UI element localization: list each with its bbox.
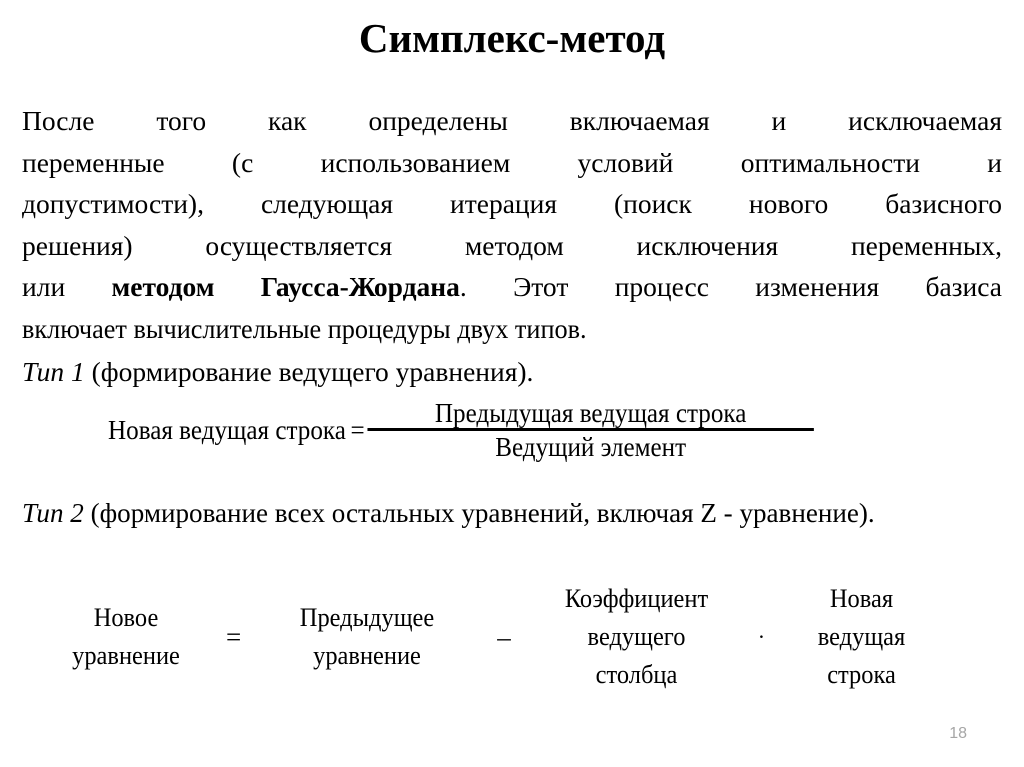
page-title: Симплекс-метод (358, 15, 666, 61)
paragraph-line-4: решения) осуществляется методом исключения переменных, (22, 229, 1002, 261)
type-2-label: Тип 2 (22, 497, 84, 528)
formula-term-previous-equation (262, 599, 473, 675)
type-1-label: Тип 1 (22, 356, 85, 387)
type-2-formula (40, 580, 944, 694)
formula-term-new-pivot-row (784, 580, 939, 694)
type-1-formula (108, 399, 814, 462)
body-paragraph-block (22, 100, 1002, 349)
formula-numerator: Предыдущая ведущая строка (434, 398, 747, 428)
formula-term-pivot-column-coefficient (535, 580, 737, 694)
term-line: Коэффициент (564, 584, 708, 613)
formula-fraction (367, 399, 813, 462)
term-line: Новая (829, 584, 894, 613)
type-2-heading (22, 494, 992, 532)
term-line: столбца (595, 660, 678, 689)
page-number: 18 (949, 725, 967, 742)
formula-multiplication-dot: · (757, 624, 766, 649)
formula-denominator: Ведущий элемент (495, 432, 687, 463)
paragraph-line-1: После того как определены включаемая и исключаемая (22, 105, 1002, 136)
term-line: Предыдущее (300, 603, 435, 632)
term-line: Новое (93, 603, 159, 632)
formula-minus-sign: – (497, 621, 511, 652)
type-1-description: (формирование ведущего уравнения). (84, 356, 534, 387)
body-paragraph (22, 100, 1002, 349)
paragraph-line-5-prefix: или (22, 271, 112, 302)
formula-lhs-new-pivot-row: Новая ведущая строка (108, 414, 346, 445)
paragraph-line-6: включает вычислительные процедуры двух типов. (22, 312, 587, 344)
term-line: ведущего (587, 622, 686, 651)
paragraph-line-3: допустимости), следующая итерация (поиск нового базисного (22, 188, 1002, 219)
term-line: уравнение (72, 641, 180, 670)
paragraph-line-2: переменные (с использованием условий оптимальности и (22, 146, 1002, 178)
term-line: строка (827, 660, 896, 689)
paragraph-line-5 (22, 266, 1002, 308)
gauss-jordan-bold-text: методом Гаусса-Жордана (111, 271, 460, 302)
term-line: ведущая (817, 622, 906, 651)
type-1-heading (22, 355, 533, 389)
paragraph-line-5-suffix: . Этот процесс изменения базиса (459, 271, 1002, 302)
term-line: уравнение (313, 641, 422, 670)
type-2-description: (формирование всех остальных уравнений, включая Z - уравнение). (83, 497, 875, 528)
formula-equals-sign: = (226, 621, 242, 652)
formula-equals-sign: = (350, 414, 365, 445)
formula-term-new-equation (45, 599, 207, 675)
